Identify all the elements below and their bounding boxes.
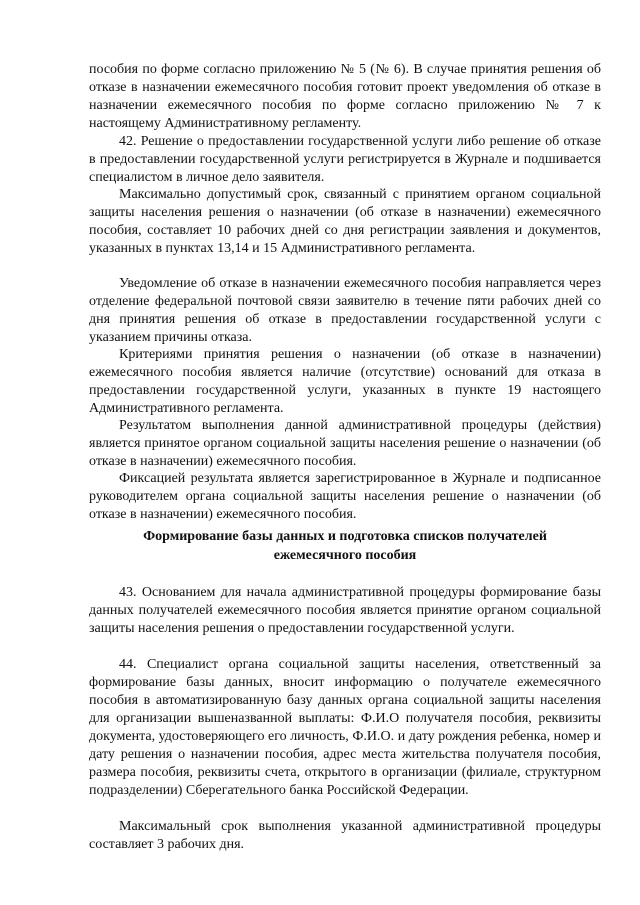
paragraph-5: Критериями принятия решения о назначении (об отказе в назначении) ежемесячного пособия является наличие (отсутствие) оснований для отказа в предоставлении государственной услуги, указанных в пункте 19 настоящего Административного регламента. [89,347,601,416]
paragraph-8: 43. Основанием для начала административной процедуры формирование базы данных получателей ежемесячного пособия является принятие органом социальной защиты населения решения о предоставлении государственной услуги. [89,585,601,636]
paragraph-1: пособия по форме согласно приложению № 5 (№ 6). В случае принятия решения об отказе в назначении ежемесячного пособия готовит проект уведомления об отказе в назначении ежемесячного пособия по форме согласно приложению № 7 к настоящему Административному регламенту. [89,62,601,131]
paragraph-2: 42. Решение о предоставлении государственной услуги либо решение об отказе в предоставлении государственной услуги регистрируется в Журнале и подшивается специалистом в личное дело заявителя. [89,134,601,185]
paragraph-4: Уведомление об отказе в назначении ежемесячного пособия направляется через отделение федеральной почтовой связи заявителю в течение пяти рабочих дней со дня принятия решения об отказе в предоставлении государственной услуги с указанием причины отказа. [89,276,601,345]
paragraph-3: Максимально допустимый срок, связанный с принятием органом социальной защиты населения решения о назначении (об отказе в назначении) ежемесячного пособия, составляет 10 рабочих дней со дня регистрации заявления и документов, указанных в пунктах 13,14 и 15 Административного регламента. [89,187,601,256]
paragraph-10: Максимальный срок выполнения указанной административной процедуры составляет 3 рабочих дня. [89,819,601,852]
paragraph-9: 44. Специалист органа социальной защиты населения, ответственный за формирование базы данных, вносит информацию о получателе ежемесячного пособия в автоматизированную базу данных органа социальной защиты населения для организации вышеназванной выплаты: Ф.И.О получателя пособия, реквизиты документа, удостоверяющего его личность, Ф.И.О. и дату рождения ребенка, номер и дату решения о назначении пособия, адрес места жительства получателя пособия, размера пособия, реквизиты счета, открытого в организации (филиале, структурном подразделении) Сберегательного банка Российской Федерации. [89,657,601,798]
paragraph-6: Результатом выполнения данной административной процедуры (действия) является принятое органом социальной защиты населения решение о назначении (об отказе в назначении) ежемесячного пособия. [89,418,601,469]
section-heading: Формирование базы данных и подготовка списков получателей ежемесячного пособия [143,529,547,563]
paragraph-7: Фиксацией результата является зарегистрированное в Журнале и подписанное руководителем органа социальной защиты населения решение о назначении (об отказе в назначении) ежемесячного пособия. [89,471,601,522]
